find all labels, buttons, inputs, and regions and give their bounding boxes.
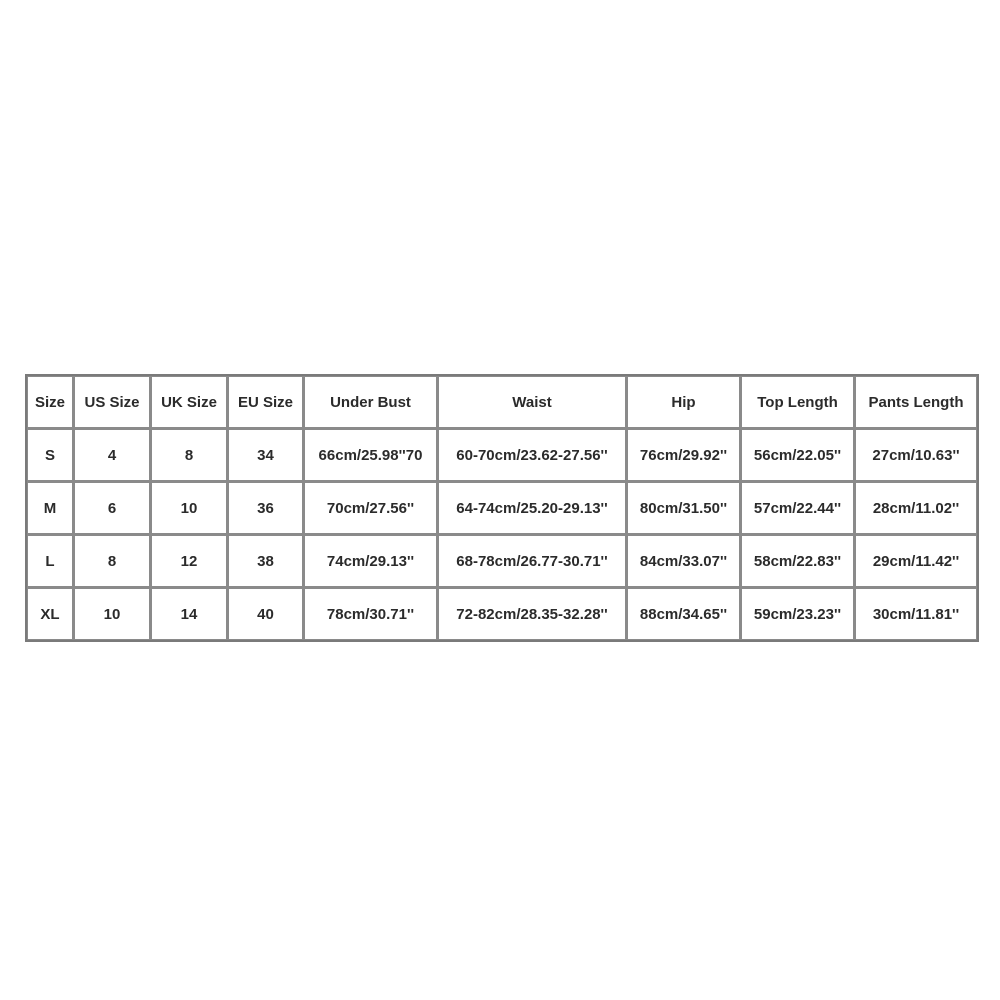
- header-cell-eu-size: EU Size: [228, 376, 304, 429]
- table-cell: 72-82cm/28.35-32.28'': [438, 588, 627, 640]
- table-cell: L: [27, 535, 74, 588]
- table-cell: 30cm/11.81'': [855, 588, 977, 640]
- table-row: [27, 535, 977, 588]
- header-cell-top-length: Top Length: [741, 376, 855, 429]
- table-cell: 57cm/22.44'': [741, 482, 855, 535]
- table-cell: 78cm/30.71'': [304, 588, 438, 640]
- header-cell-size: Size: [27, 376, 74, 429]
- table-cell: 40: [228, 588, 304, 640]
- header-cell-uk-size: UK Size: [151, 376, 228, 429]
- header-cell-under-bust: Under Bust: [304, 376, 438, 429]
- table-cell: 4: [74, 429, 151, 482]
- table-cell: 59cm/23.23'': [741, 588, 855, 640]
- table-cell: 29cm/11.42'': [855, 535, 977, 588]
- table-row: [27, 588, 977, 640]
- table-cell: 14: [151, 588, 228, 640]
- table-row: [27, 482, 977, 535]
- table-cell: S: [27, 429, 74, 482]
- table-cell: 27cm/10.63'': [855, 429, 977, 482]
- size-chart-table: [25, 374, 979, 642]
- table-cell: 70cm/27.56'': [304, 482, 438, 535]
- table-cell: 68-78cm/26.77-30.71'': [438, 535, 627, 588]
- table-cell: M: [27, 482, 74, 535]
- table-cell: 6: [74, 482, 151, 535]
- table-cell: 10: [151, 482, 228, 535]
- table-cell: 84cm/33.07'': [627, 535, 741, 588]
- table-cell: 10: [74, 588, 151, 640]
- table-cell: 8: [74, 535, 151, 588]
- table-cell: 66cm/25.98''70: [304, 429, 438, 482]
- header-cell-pants-length: Pants Length: [855, 376, 977, 429]
- header-cell-hip: Hip: [627, 376, 741, 429]
- header-cell-waist: Waist: [438, 376, 627, 429]
- table-cell: 34: [228, 429, 304, 482]
- table-cell: 8: [151, 429, 228, 482]
- table-cell: 58cm/22.83'': [741, 535, 855, 588]
- table-cell: 80cm/31.50'': [627, 482, 741, 535]
- header-row: [27, 376, 977, 429]
- table-cell: 38: [228, 535, 304, 588]
- table-cell: 28cm/11.02'': [855, 482, 977, 535]
- table-cell: 88cm/34.65'': [627, 588, 741, 640]
- table-row: [27, 429, 977, 482]
- table-cell: 12: [151, 535, 228, 588]
- table-cell: 76cm/29.92'': [627, 429, 741, 482]
- header-cell-us-size: US Size: [74, 376, 151, 429]
- table-cell: XL: [27, 588, 74, 640]
- table-cell: 64-74cm/25.20-29.13'': [438, 482, 627, 535]
- table-cell: 36: [228, 482, 304, 535]
- table-cell: 74cm/29.13'': [304, 535, 438, 588]
- table-cell: 60-70cm/23.62-27.56'': [438, 429, 627, 482]
- table-cell: 56cm/22.05'': [741, 429, 855, 482]
